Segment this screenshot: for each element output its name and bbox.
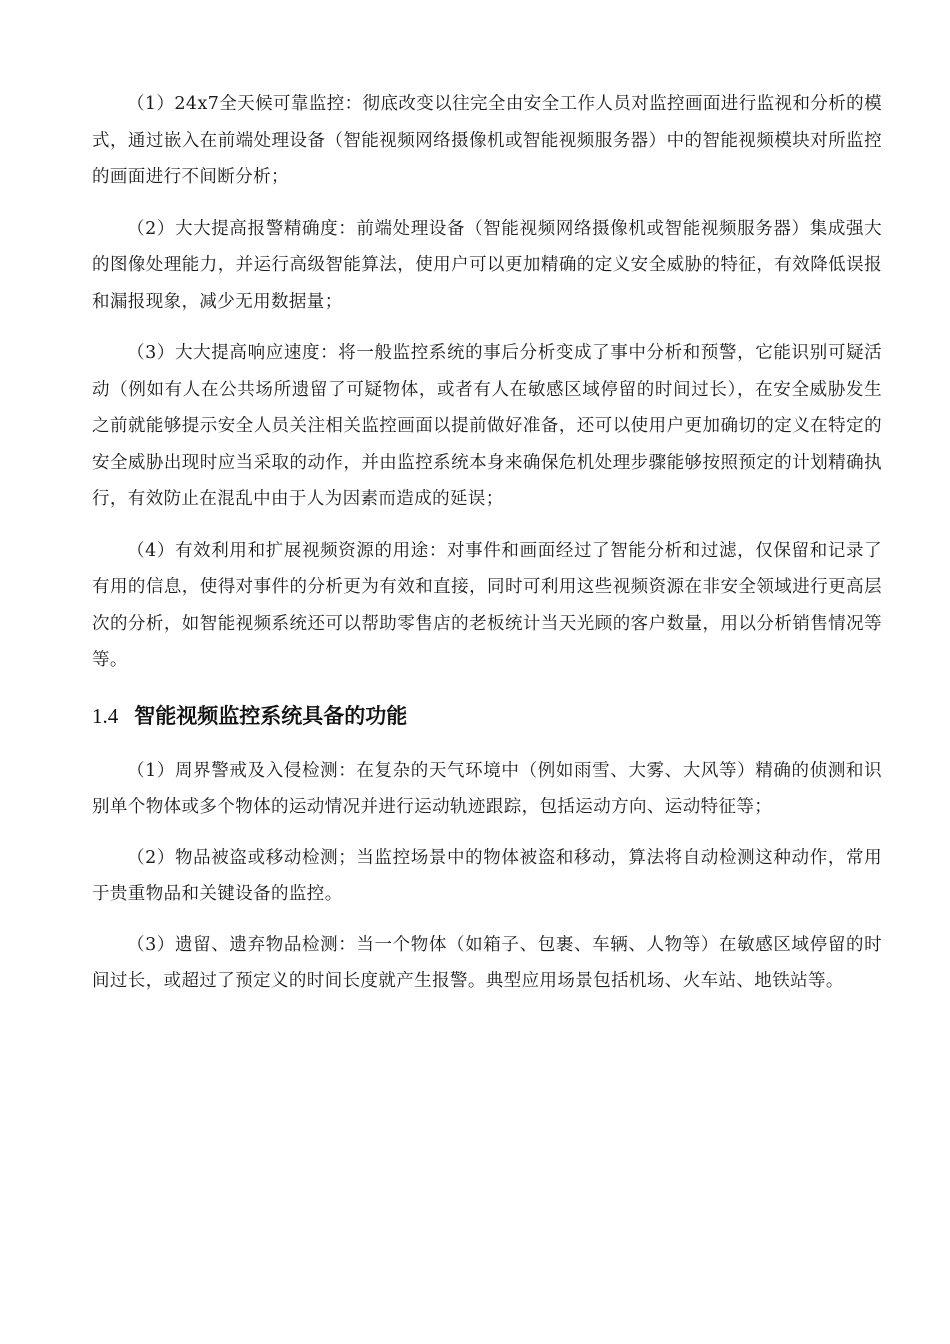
section-heading-1-4	[92, 701, 882, 731]
paragraph-advantage-2: （2）大大提高报警精确度：前端处理设备（智能视频网络摄像机或智能视频服务器）集成强大的图像处理能力，并运行高级智能算法，使用户可以更加精确的定义安全威胁的特征，有效降低误报和漏报现象，减少无用数据量；	[92, 218, 882, 312]
paragraph-function-3: （3）遗留、遗弃物品检测：当一个物体（如箱子、包裹、车辆、人物等）在敏感区域停留的时间过长，或超过了预定义的时间长度就产生报警。典型应用场景包括机场、火车站、地铁站等。	[92, 934, 882, 991]
paragraph-advantage-4: （4）有效利用和扩展视频资源的用途：对事件和画面经过了智能分析和过滤，仅保留和记录了有用的信息，使得对事件的分析更为有效和直接，同时可利用这些视频资源在非安全领域进行更高层次的分析，如智能视频系统还可以帮助零售店的老板统计当天光顾的客户数量，用以分析销售情况等等。	[92, 540, 882, 670]
paragraph-function-1: （1）周界警戒及入侵检测：在复杂的天气环境中（例如雨雪、大雾、大风等）精确的侦测和识别单个物体或多个物体的运动情况并进行运动轨迹跟踪，包括运动方向、运动特征等；	[92, 760, 882, 817]
paragraph-function-2: （2）物品被盗或移动检测；当监控场景中的物体被盗和移动，算法将自动检测这种动作，常用于贵重物品和关键设备的监控。	[92, 847, 882, 904]
paragraph-advantage-3: （3）大大提高响应速度：将一般监控系统的事后分析变成了事中分析和预警，它能识别可疑活动（例如有人在公共场所遗留了可疑物体，或者有人在敏感区域停留的时间过长），在安全威胁发生之前就能够提示安全人员关注相关监控画面以提前做好准备，还可以使用户更加确切的定义在特定的安全威胁出现时应当采取的动作，并由监控系统本身来确保危机处理步骤能够按照预定的计划精确执行，有效防止在混乱中由于人为因素而造成的延误；	[92, 343, 882, 509]
section-number: 1.4	[92, 703, 119, 728]
section-title: 智能视频监控系统具备的功能	[134, 703, 408, 728]
page-content	[92, 86, 882, 1014]
paragraph-advantage-1: （1）24x7全天候可靠监控：彻底改变以往完全由安全工作人员对监控画面进行监视和分析的模式，通过嵌入在前端处理设备（智能视频网络摄像机或智能视频服务器）中的智能视频模块对所监控的画面进行不间断分析；	[92, 94, 882, 187]
